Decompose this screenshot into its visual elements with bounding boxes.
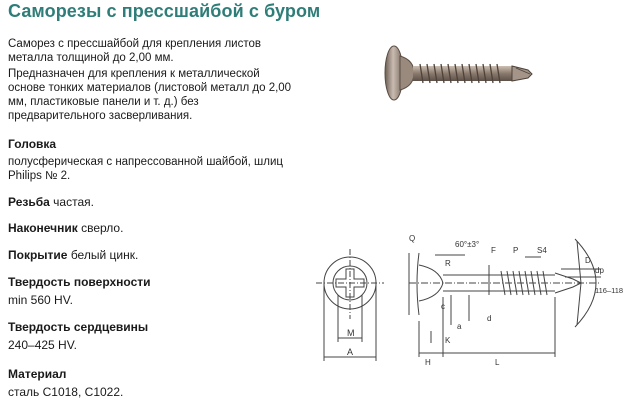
dim-label-d: d	[487, 314, 492, 323]
head-value: полусферическая с напрессованной шайбой, шлиц Philips № 2.	[8, 156, 283, 182]
dim-label-A: A	[347, 347, 354, 357]
screw-photo	[380, 40, 540, 120]
material-label: Материал	[8, 367, 67, 381]
head-label: Головка	[8, 137, 57, 151]
dim-label-L: L	[495, 358, 500, 367]
tip-row	[8, 221, 123, 235]
dim-label-dp: dp	[595, 266, 604, 275]
thread-label: Резьба	[8, 195, 50, 209]
dim-label-tip-angle: 116–118	[595, 286, 624, 295]
screw-head	[385, 46, 414, 100]
intro-paragraph-2: Предназначен для крепления к металлической основе тонких материалов (листовой металл до 2,00 мм, пластиковые панели и т. д.) без предварительного засверливания.	[8, 68, 292, 122]
dim-label-H: H	[425, 358, 431, 367]
side-view-lines	[409, 239, 601, 357]
dim-label-R: R	[445, 259, 451, 268]
core-hardness-value: 240–425 HV.	[8, 338, 77, 352]
page-title: Саморезы с прессшайбой с буром	[8, 1, 321, 21]
core-hardness-label: Твердость сердцевины	[8, 320, 149, 334]
intro-paragraph-1: Саморез с прессшайбой для крепления листов металла толщиной до 2,00 мм.	[8, 38, 261, 64]
dim-label-K: K	[445, 336, 451, 345]
head-view-drawing	[310, 235, 400, 375]
dim-label-D: D	[585, 256, 591, 265]
coating-value: белый цинк.	[70, 248, 139, 262]
tip-label: Наконечник	[8, 221, 78, 235]
thread-row	[8, 195, 94, 209]
dim-label-a: a	[457, 322, 462, 331]
dim-label-P: P	[513, 246, 519, 255]
screw-shank	[413, 64, 513, 83]
material-value: сталь C1018, C1022.	[8, 385, 124, 399]
dim-label-F: F	[491, 246, 496, 255]
tip-value: сверло.	[81, 221, 124, 235]
thread-value: частая.	[53, 195, 94, 209]
dim-label-Q: Q	[409, 234, 416, 243]
surface-hardness-value: min 560 HV.	[8, 293, 73, 307]
dim-label-M: M	[347, 328, 355, 338]
side-view-drawing	[405, 225, 630, 375]
dim-label-S4: S4	[537, 246, 547, 255]
coating-label: Покрытие	[8, 248, 68, 262]
surface-hardness-label: Твердость поверхности	[8, 275, 151, 289]
washer-side	[417, 253, 419, 315]
coating-row	[8, 248, 138, 262]
screw-drill-tip	[512, 66, 532, 81]
dim-label-c: c	[441, 302, 445, 311]
dim-label-angle: 60°±3°	[455, 240, 480, 249]
